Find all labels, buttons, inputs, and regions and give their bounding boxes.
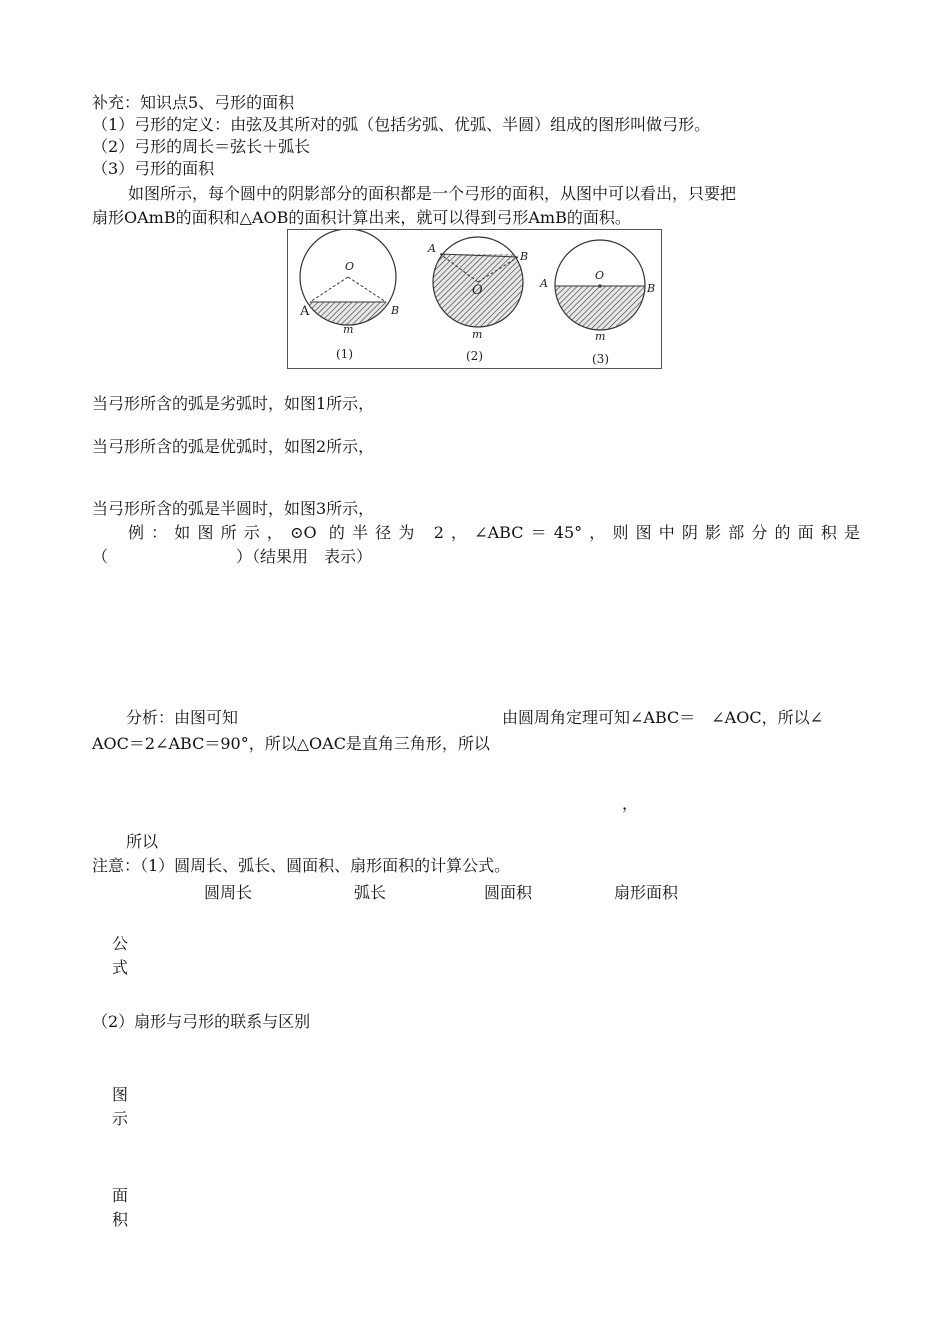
analysis-therefore: 所以 [126, 832, 159, 851]
area-paragraph-line1: 如图所示，每个圆中的阴影部分的面积都是一个弓形的面积，从图中可以看出，只要把 [128, 184, 737, 203]
row-label-formula: 公 式 [112, 934, 129, 977]
case-major-arc: 当弓形所含的弧是优弧时，如图2所示， [92, 437, 375, 456]
analysis-theorem: 由圆周角定理可知∠ABC＝ ∠AOC，所以∠ [502, 708, 823, 727]
perimeter-line: （2）弓形的周长＝弦长＋弧长 [92, 137, 311, 156]
header-circle-area: 圆面积 [484, 883, 533, 902]
supplement-title: 补充：知识点5、弓形的面积 [92, 93, 295, 112]
header-circumference: 圆周长 [204, 883, 253, 902]
fig1-label-a: A [300, 304, 310, 319]
fig2-label-a: A [428, 242, 436, 255]
row-label-area: 面 积 [112, 1186, 129, 1229]
fig3-label-b: B [647, 282, 656, 295]
area-paragraph-line2: 扇形OAmB的面积和△AOB的面积计算出来，就可以得到弓形AmB的面积。 [92, 208, 631, 227]
header-arc-length: 弧长 [354, 883, 387, 902]
figure-3 [539, 240, 658, 366]
area-heading: （3）弓形的面积 [92, 159, 215, 178]
example-line1: 例：如图所示，⊙O 的半径为 2，∠ABC＝45°，则图中阴影部分的面积是 [128, 523, 860, 542]
fig1-label-b: B [391, 304, 400, 317]
analysis-comma: ， [622, 794, 639, 813]
note-formulas: 注意：（1）圆周长、弧长、圆面积、扇形面积的计算公式。 [92, 856, 511, 875]
analysis-start: 分析：由图可知 [126, 708, 239, 727]
fig3-label-o: O [595, 269, 605, 282]
fig2-label-o: O [472, 283, 483, 298]
fig1-label-m: m [343, 323, 354, 336]
case-minor-arc: 当弓形所含的弧是劣弧时，如图1所示， [92, 394, 375, 413]
fig2-label-b: B [520, 250, 529, 263]
fig1-caption: (1) [336, 347, 353, 361]
header-sector-area: 扇形面积 [614, 883, 679, 902]
analysis-right-triangle: AOC＝2∠ABC＝90°，所以△OAC是直角三角形，所以 [92, 734, 490, 753]
fig3-caption: (3) [592, 352, 609, 366]
example-line2: （ ）（结果用 表示） [92, 547, 373, 566]
segment-figures [287, 229, 662, 369]
note-sector-vs-segment: （2）扇形与弓形的联系与区别 [92, 1012, 311, 1031]
fig1-label-o: O [345, 260, 355, 273]
fig2-label-m: m [472, 328, 483, 341]
fig2-caption: (2) [466, 349, 483, 363]
fig3-label-m: m [595, 330, 606, 343]
row-label-diagram: 图 示 [112, 1085, 129, 1128]
definition-line: （1）弓形的定义：由弦及其所对的弧（包括劣弧、优弧、半圆）组成的图形叫做弓形。 [92, 115, 711, 134]
case-semicircle: 当弓形所含的弧是半圆时，如图3所示， [92, 499, 375, 518]
figure-2 [427, 237, 528, 363]
fig3-label-a: A [540, 277, 548, 290]
figure-1 [288, 230, 428, 361]
